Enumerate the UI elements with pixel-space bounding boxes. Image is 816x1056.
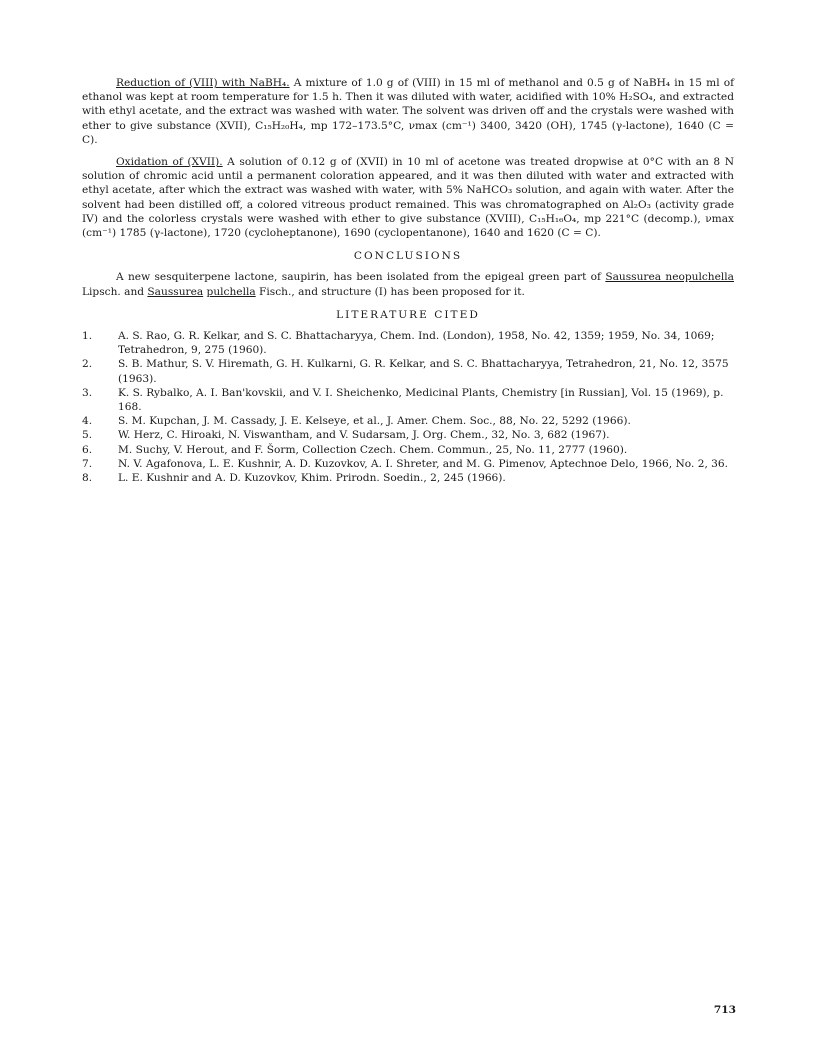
conclusions-text-1: A new sesquiterpene lactone, saupirin, has been isolated from the epigeal green part of — [116, 271, 606, 284]
species-name-2b: pulchella — [206, 285, 256, 298]
reference-item — [82, 428, 734, 442]
reduction-body: A mixture of 1.0 g of (VIII) in 15 ml of methanol and 0.5 g of NaBH₄ in 15 ml of ethanol was kept at room temperature for 1.5 h. Then it was diluted with water, acidified with 10% H₂SO₄, and extracted with ethyl acetate, and the extract was washed with water. The solvent was driven off and the crystals were washed with ether to give substance (XVII), C₁₅H₂₀H₄, mp 172–173.5°C, νmax (cm⁻¹) 3400, 3420 (OH), 1745 (γ-lactone), 1640 (C = C). — [82, 77, 734, 146]
reference-text: S. M. Kupchan, J. M. Cassady, J. E. Kelseye, et al., J. Amer. Chem. Soc., 88, No. 22, 5292 (1966). — [118, 415, 631, 428]
reduction-title: Reduction of (VIII) with NaBH₄. — [116, 77, 290, 89]
species-name-2a: Saussurea — [147, 285, 204, 298]
reference-text: M. Suchy, V. Herout, and F. Šorm, Collection Czech. Chem. Commun., 25, No. 11, 2777 (1960). — [118, 443, 628, 456]
reference-number: 4. — [82, 415, 93, 428]
reference-number: 6. — [82, 443, 93, 456]
reference-item — [82, 357, 734, 385]
reference-number: 2. — [82, 358, 93, 371]
reference-item — [82, 471, 734, 485]
page-number: 713 — [713, 1004, 736, 1016]
reference-text: S. B. Mathur, S. V. Hiremath, G. H. Kulkarni, G. R. Kelkar, and S. C. Bhattacharyya, Tetrahedron, 21, No. 12, 3575 (1963). — [118, 358, 729, 385]
reference-list — [82, 329, 734, 485]
species-name-1: Saussurea neopulchella — [605, 271, 734, 284]
reference-text: N. V. Agafonova, L. E. Kushnir, A. D. Kuzovkov, A. I. Shreter, and M. G. Pimenov, Aptechnoe Delo, 1966, No. 2, 36. — [118, 457, 729, 470]
oxidation-body: A solution of 0.12 g of (XVII) in 10 ml of acetone was treated dropwise at 0°C with an 8 N solution of chromic acid until a permanent coloration appeared, and it was then diluted with water and extracted with ethyl acetate, after which the extract was washed with water, with 5% NaHCO₃ solution, and again with water. After the solvent had been distilled off, a colored vitreous product remained. This was chromatographed on Al₂O₃ (activity grade IV) and the colorless crystals were washed with ether to give substance (XVIII), C₁₅H₁₆O₄, mp 221°C (decomp.), νmax (cm⁻¹) 1785 (γ-lactone), 1720 (cycloheptanone), 1690 (cyclopentanone), 1640 and 1620 (C = C). — [82, 156, 734, 240]
paragraph-gap — [82, 147, 734, 155]
reference-number: 7. — [82, 457, 93, 470]
literature-heading: LITERATURE CITED — [336, 308, 480, 321]
conclusions-paragraph — [82, 270, 734, 298]
reference-text: A. S. Rao, G. R. Kelkar, and S. C. Bhattacharyya, Chem. Ind. (London), 1958, No. 42, 1359; 1959, No. 34, 1069; Tetrahedron, 9, 275 (1960). — [118, 330, 715, 357]
reduction-paragraph — [82, 76, 734, 147]
oxidation-title: Oxidation of (XVII). — [116, 156, 223, 169]
oxidation-paragraph — [82, 155, 734, 240]
reference-item — [82, 329, 734, 357]
reference-number: 5. — [82, 429, 93, 442]
reference-item — [82, 443, 734, 457]
reference-number: 3. — [82, 386, 93, 399]
reference-item — [82, 457, 734, 471]
reference-text: W. Herz, C. Hiroaki, N. Viswantham, and V. Sudarsam, J. Org. Chem., 32, No. 3, 682 (1967). — [118, 429, 610, 442]
reference-text: L. E. Kushnir and A. D. Kuzovkov, Khim. Prirodn. Soedin., 2, 245 (1966). — [118, 472, 506, 485]
conclusions-text-2: Lipsch. and — [82, 285, 148, 298]
page-content — [82, 76, 734, 485]
conclusions-text-4: Fisch., and structure (I) has been proposed for it. — [255, 285, 525, 298]
reference-number: 8. — [82, 472, 93, 485]
reference-item — [82, 386, 734, 414]
reference-text: K. S. Rybalko, A. I. Ban'kovskii, and V. I. Sheichenko, Medicinal Plants, Chemistry [in Russian], Vol. 15 (1969), p. 168. — [118, 386, 724, 414]
reference-item — [82, 414, 734, 428]
conclusions-heading: CONCLUSIONS — [353, 250, 463, 263]
reference-number: 1. — [82, 330, 93, 343]
